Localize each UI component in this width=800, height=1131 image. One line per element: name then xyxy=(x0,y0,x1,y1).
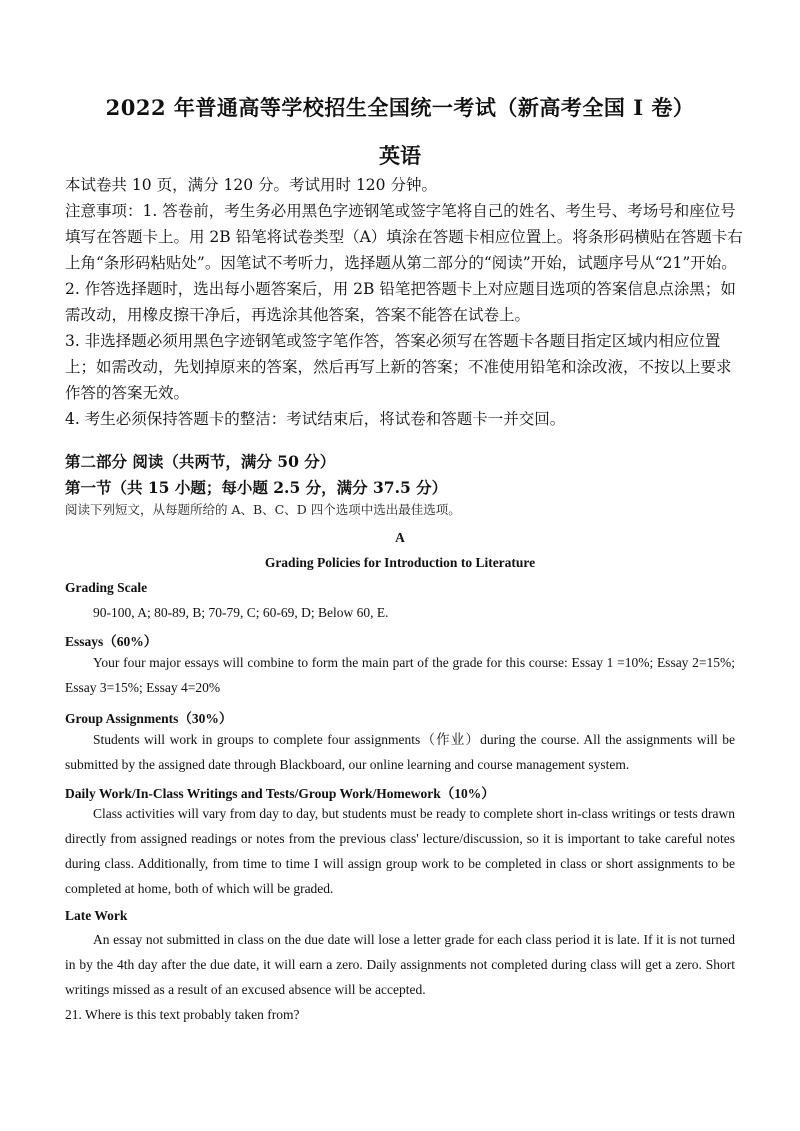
notice-item-4: 4. 考生必须保持答题卡的整洁：考试结束后，将试卷和答题卡一并交回。 xyxy=(65,410,566,428)
late-work-text: An essay not submitted in class on the due date will lose a letter grade for each class period it is late. If it is not turned in by the 4th day after the due date, it will earn a zero. Daily assignments not completed during class will get a zero. Short writings missed as a result of an excused absence will be accepted. xyxy=(65,932,735,997)
group-assignments-text: Students will work in groups to complete four assignments（作业）during the course. All the assignments will be submitted by the assigned date through Blackboard, our online learning and course management system. xyxy=(65,732,735,772)
exam-title: 2022 年普通高等学校招生全国统一考试（新高考全国 I 卷） xyxy=(105,95,695,120)
notice-item-2: 2. 作答选择题时，选出每小题答案后，用 2B 铅笔把答题卡上对应题目选项的答案信息点涂黑；如需改动，用橡皮擦干净后，再选涂其他答案，答案不能答在试卷上。 xyxy=(65,280,736,324)
grading-scale-heading: Grading Scale xyxy=(65,580,148,595)
question-21: 21. Where is this text probably taken from? xyxy=(65,1007,300,1022)
late-work-heading: Late Work xyxy=(65,908,128,923)
section-part-heading: 第二部分 阅读（共两节，满分 50 分） xyxy=(65,452,336,471)
essays-text: Your four major essays will combine to form the main part of the grade for this course: Essay 1 =10%; Essay 2=15%; Essay 3=15%; Essay 4=20% xyxy=(65,655,735,695)
section-instruction: 阅读下列短文，从每题所给的 A、B、C、D 四个选项中选出最佳选项。 xyxy=(65,502,461,517)
daily-work-text: Class activities will vary from day to day, but students must be ready to complete short in-class writings or tests drawn directly from assigned readings or notes from the previous class' lecture/discussion, so it is important to take careful notes during class. Additionally, from time to time I will assign group work to be completed in class or short assignments to be completed at home, both of which will be graded. xyxy=(65,806,735,896)
group-assignments-heading: Group Assignments（30%） xyxy=(65,711,233,726)
notice-item-3: 3. 非选择题必须用黑色字迹钢笔或签字笔作答，答案必须写在答题卡各题目指定区域内相应位置上；如需改动，先划掉原来的答案，然后再写上新的答案；不准使用铅笔和涂改液，不按以上要求作答的答案无效。 xyxy=(65,332,732,402)
subject-title: 英语 xyxy=(379,143,421,168)
grading-scale-text: 90-100, A; 80-89, B; 70-79, C; 60-69, D; Below 60, E. xyxy=(93,605,389,620)
notice-item-1: 注意事项：1. 答卷前，考生务必用黑色字迹钢笔或签字笔将自己的姓名、考生号、考场号和座位号填写在答题卡上。用 2B 铅笔将试卷类型（A）填涂在答题卡相应位置上。将条形码横贴在答题卡右上角“条形码粘贴处”。因笔试不考听力，选择题从第二部分的“阅读”开始，试题序号从“21”开始。 xyxy=(65,202,743,272)
daily-work-heading: Daily Work/In-Class Writings and Tests/Group Work/Homework（10%） xyxy=(65,786,495,801)
passage-title: Grading Policies for Introduction to Literature xyxy=(264,555,536,570)
notice-line-pages: 本试卷共 10 页，满分 120 分。考试用时 120 分钟。 xyxy=(65,176,437,194)
essays-heading: Essays（60%） xyxy=(65,634,158,649)
passage-letter: A xyxy=(395,530,405,545)
notice-block xyxy=(65,172,745,432)
section-sub-heading: 第一节（共 15 小题；每小题 2.5 分，满分 37.5 分） xyxy=(65,478,448,497)
